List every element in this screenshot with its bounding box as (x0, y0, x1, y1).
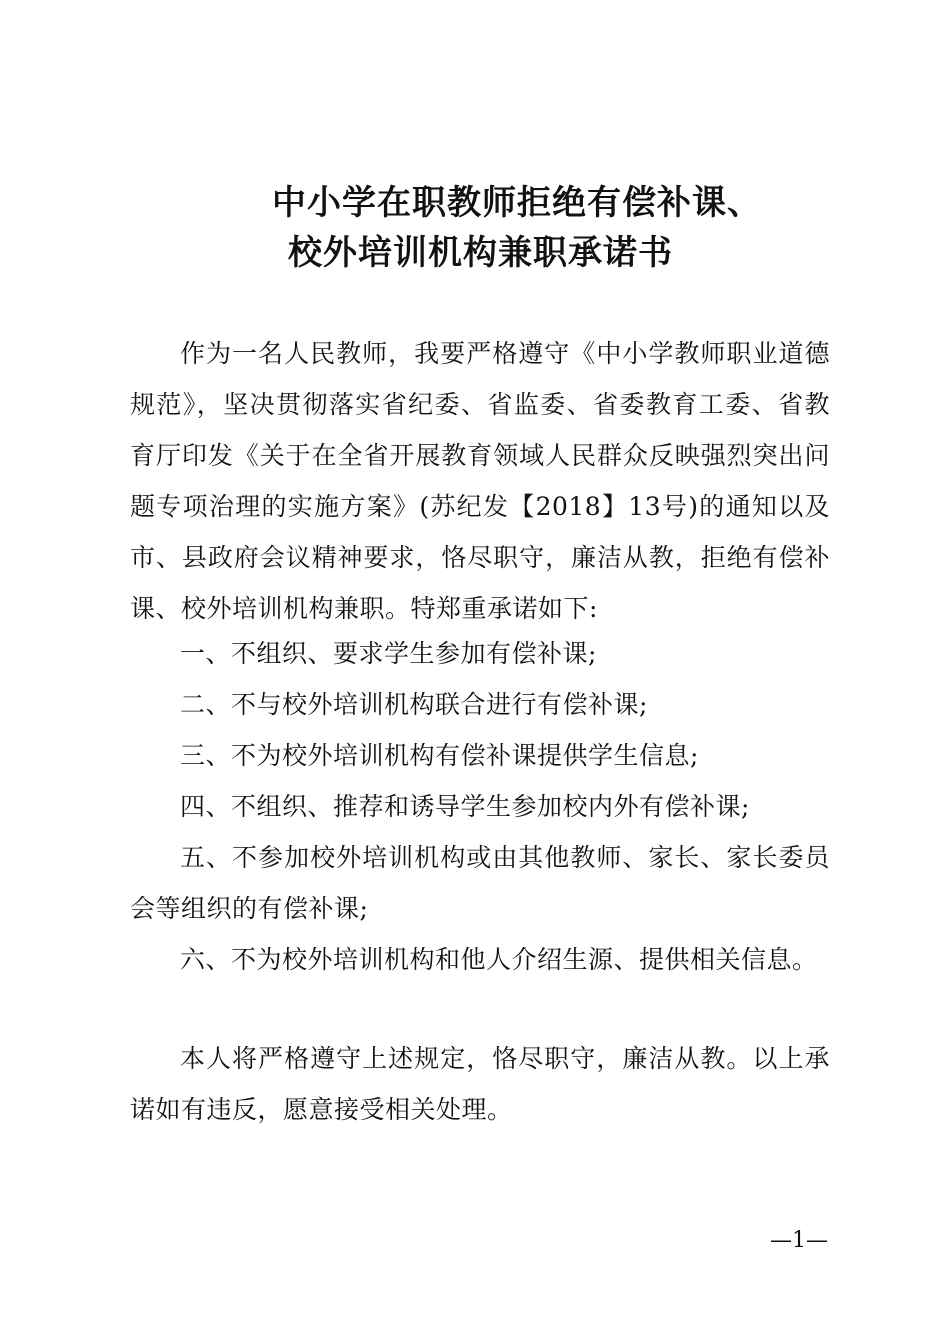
document-title-line-1: 中小学在职教师拒绝有偿补课、 (272, 183, 762, 223)
commitment-item: 五、不参加校外培训机构或由其他教师、家长、家长委员会等组织的有偿补课; (130, 843, 830, 923)
page-number: —1— (770, 1228, 828, 1253)
closing-paragraph: 本人将严格遵守上述规定，恪尽职守，廉洁从教。以上承诺如有违反，愿意接受相关处理。 (130, 1044, 830, 1124)
intro-paragraph: 作为一名人民教师，我要严格遵守《中小学教师职业道德规范》，坚决贯彻落实省纪委、省监委、省委教育工委、省教育厅印发《关于在全省开展教育领域人民群众反映强烈突出问题专项治理的实施方案》(苏纪发【2018】13号)的通知以及市、县政府会议精神要求，恪尽职守，廉洁从教，拒绝有偿补课、校外培训机构兼职。特郑重承诺如下: (130, 339, 830, 623)
commitment-item: 三、不为校外培训机构有偿补课提供学生信息; (180, 741, 699, 770)
commitment-item: 四、不组织、推荐和诱导学生参加校内外有偿补课; (180, 792, 750, 821)
commitment-item: 一、不组织、要求学生参加有偿补课; (180, 639, 597, 668)
commitment-item: 六、不为校外培训机构和他人介绍生源、提供相关信息。 (180, 945, 818, 974)
document-title-line-2: 校外培训机构兼职承诺书 (288, 233, 673, 273)
commitment-item: 二、不与校外培训机构联合进行有偿补课; (180, 690, 648, 719)
